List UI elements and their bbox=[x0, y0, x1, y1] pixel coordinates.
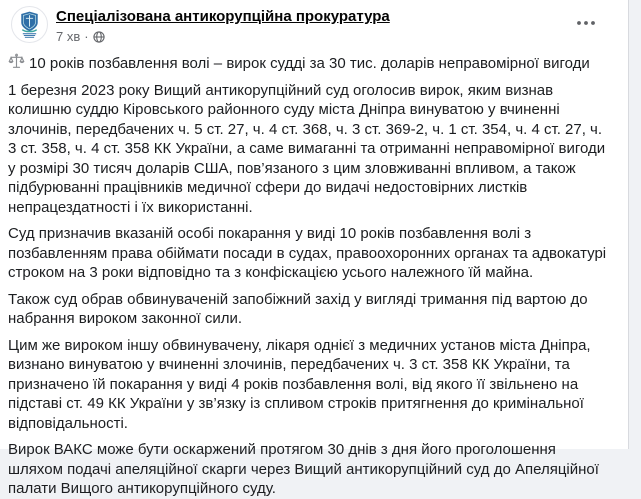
post-timestamp[interactable]: 7 хв bbox=[56, 29, 81, 44]
post-paragraph: Також суд обрав обвинуваченій запобіжний захід у вигляді тримання під вартою до набрання вироком законної сили. bbox=[8, 290, 592, 327]
ellipsis-icon bbox=[576, 20, 596, 26]
post-paragraph: 1 березня 2023 року Вищий антикорупційний суд оголосив вирок, яким визнав колишню суддю Кіровського районного суду міста Дніпра винуватою у вчиненні злочинів, передбачених ч. 5 ст. 27, ч. 4 ст. 368, ч. 3 ст. 369-2, ч. 1 ст. 354, ч. 4 ст. 27, ч. 3 ст. 358, ч. 4 ст. 358 КК України, а саме вимаганні та отриманні неправомірної вигоди у розмірі 30 тисяч доларів США, пов’язаного з цим зловживанні впливом, а також підбурюванні працівників медичної сфери до видачі недостовірних листків непрацездатності і їх використанні. bbox=[8, 81, 610, 216]
page-avatar[interactable] bbox=[11, 6, 48, 43]
page-name-link[interactable]: Спеціалізована антикорупційна прокуратура bbox=[56, 8, 390, 25]
scales-of-justice-icon bbox=[8, 53, 25, 70]
meta-separator: · bbox=[84, 29, 89, 44]
globe-icon bbox=[93, 31, 105, 43]
post-paragraph: Вирок ВАКС може бути оскаржений протягом 30 днів з дня його проголошення шляхом подачі апеляційної скарги через Вищий антикорупційний суд до Апеляційної палати Вищого антикорупційного суду. bbox=[8, 441, 604, 497]
post-header bbox=[0, 0, 628, 47]
post-paragraph: Цим же вироком іншу обвинувачену, лікаря однієї з медичних установ міста Дніпра, визнано винуватою у вчиненні злочинів, передбачених ч. 3 ст. 358 КК України, та призначено їй покарання у виді 4 років позбавлення волі, від якого її звільнено на підставі ст. 49 КК України у зв’язку із спливом строків притягнення до кримінальної відповідальності. bbox=[8, 336, 595, 432]
post-headline bbox=[8, 53, 613, 74]
post-paragraph: Суд призначив вказаній особі покарання у виді 10 років позбавлення волі з позбавленням права обіймати посади в судах, правоохоронних органах та адвокатурі строком на 3 роки відповідно та з конфіскацією усього належного їй майна. bbox=[8, 225, 611, 281]
post-meta bbox=[56, 28, 572, 45]
post-header-info bbox=[56, 6, 572, 45]
post-headline-text: 10 років позбавлення волі – вирок судді за 30 тис. доларів неправомірної вигоди bbox=[29, 55, 590, 72]
post-options-button[interactable] bbox=[572, 16, 600, 30]
post-body bbox=[0, 47, 628, 499]
